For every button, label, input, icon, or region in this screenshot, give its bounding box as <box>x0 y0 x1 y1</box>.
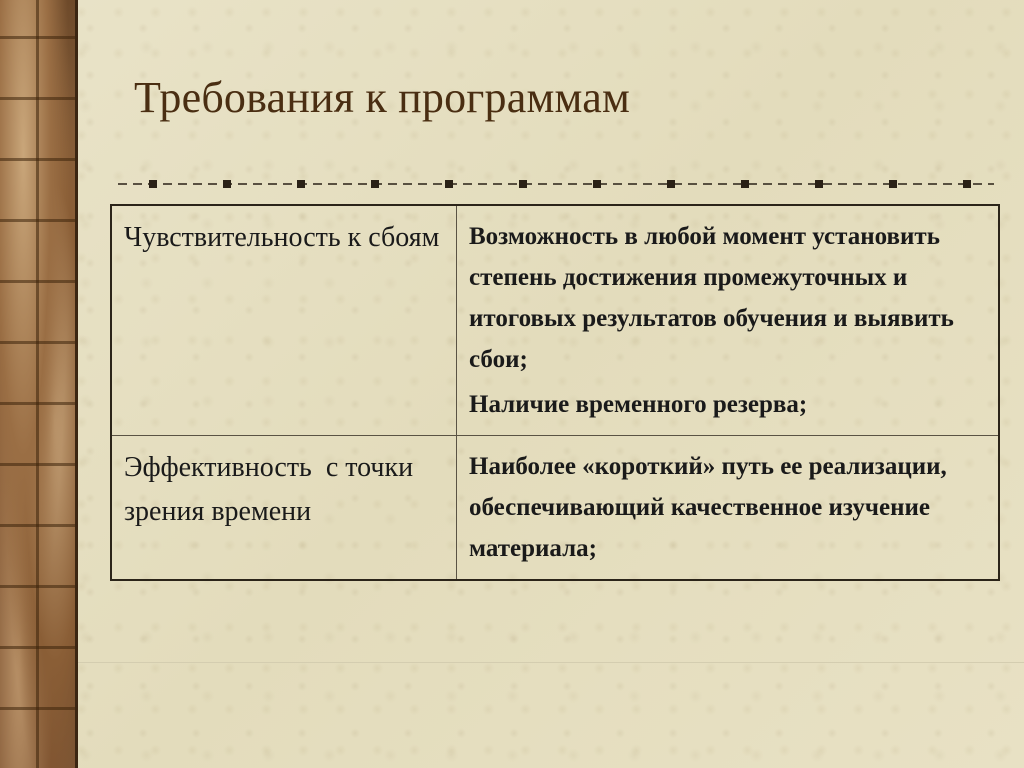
decorative-side-strip <box>0 0 78 768</box>
table-row <box>111 205 999 436</box>
dashed-divider <box>118 178 994 190</box>
table-row <box>111 436 999 581</box>
description-paragraph: Возможность в любой момент установить степень достижения промежуточных и итоговых результатов обучения и выявить сбои; <box>469 223 954 373</box>
bottom-guide-line <box>78 662 1024 663</box>
description-paragraph: Наиболее «короткий» путь ее реализации, обеспечивающий качественное изучение материала; <box>469 453 947 562</box>
requirement-description <box>457 436 1000 581</box>
requirement-label: Эффективность с точки зрения времени <box>111 436 457 581</box>
description-paragraph: Наличие временного резерва; <box>469 391 808 418</box>
requirement-label: Чувствительность к сбоям <box>111 205 457 436</box>
slide-title: Требования к программам <box>134 73 631 122</box>
requirements-table <box>110 204 1000 581</box>
requirement-description <box>457 205 1000 436</box>
